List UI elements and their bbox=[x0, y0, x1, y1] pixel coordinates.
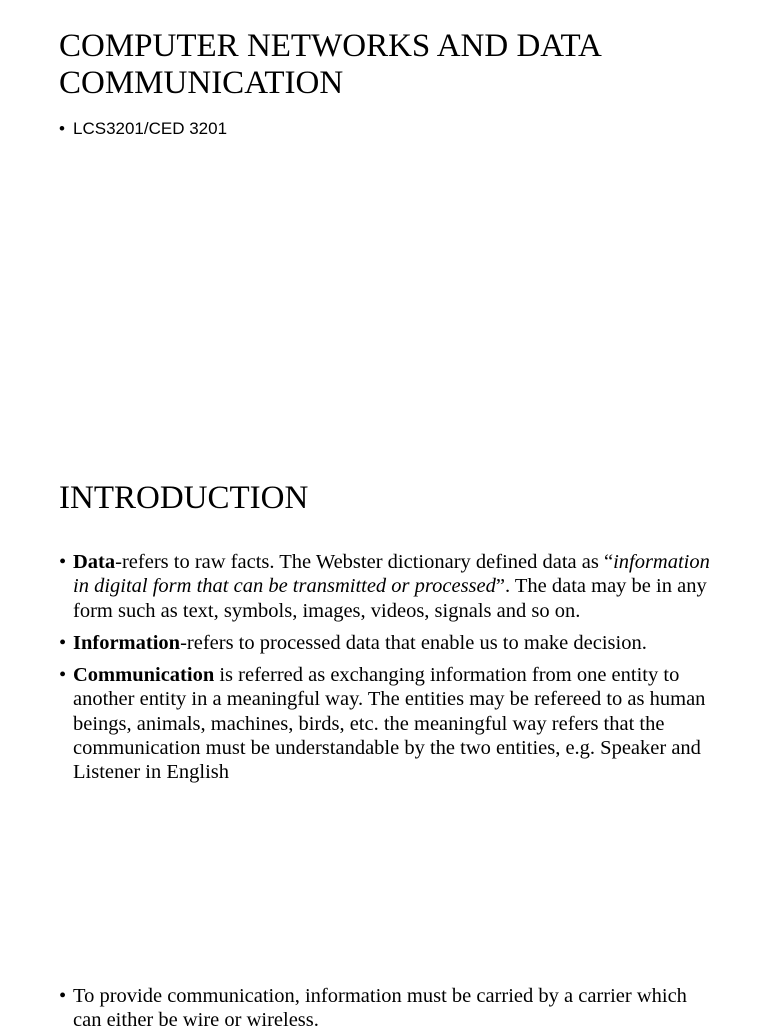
definition-list bbox=[59, 550, 719, 793]
term-data: Data bbox=[73, 551, 116, 573]
bullet-icon: • bbox=[59, 631, 67, 654]
bullet-icon: • bbox=[59, 119, 65, 138]
carrier-item bbox=[59, 984, 719, 1033]
course-code: LCS3201/CED 3201 bbox=[73, 119, 228, 138]
term-information: Information bbox=[73, 631, 181, 654]
bullet-icon: • bbox=[59, 985, 67, 1007]
definition-text: -refers to processed data that enable us to make decision. bbox=[180, 631, 647, 654]
course-code-item bbox=[59, 118, 739, 140]
bullet-icon: • bbox=[59, 551, 67, 573]
definition-communication bbox=[59, 663, 719, 784]
definition-text: is referred as exchanging information from one entity to another entity in a meaningful way. The entities may be refereed to as human beings, animals, machines, birds, etc. the meaningful way refers that the communication must be understandable by the two entities, e.g. Speaker and Listener in English bbox=[73, 664, 706, 784]
term-communication: Communication bbox=[73, 664, 215, 687]
definition-information bbox=[59, 631, 719, 655]
definition-quote: information in digital form that can be transmitted or processed bbox=[73, 551, 710, 598]
definition-text-b: ”. The data may be in any form such as text, symbols, images, videos, signals and so on. bbox=[73, 575, 707, 622]
bullet-icon: • bbox=[59, 664, 67, 687]
carrier-list bbox=[59, 984, 719, 1033]
carrier-text: To provide communication, information must be carried by a carrier which can either be wire or wireless. bbox=[73, 985, 687, 1032]
definition-text-a: -refers to raw facts. The Webster dictionary defined data as “ bbox=[115, 551, 614, 573]
document-title: COMPUTER NETWORKS AND DATA COMMUNICATION bbox=[59, 28, 600, 101]
section-title: INTRODUCTION bbox=[59, 480, 309, 516]
definition-data bbox=[59, 550, 719, 623]
slide-title bbox=[0, 0, 768, 440]
slide-carrier bbox=[0, 960, 768, 1032]
slide-introduction bbox=[0, 440, 768, 960]
course-code-list bbox=[59, 118, 739, 140]
